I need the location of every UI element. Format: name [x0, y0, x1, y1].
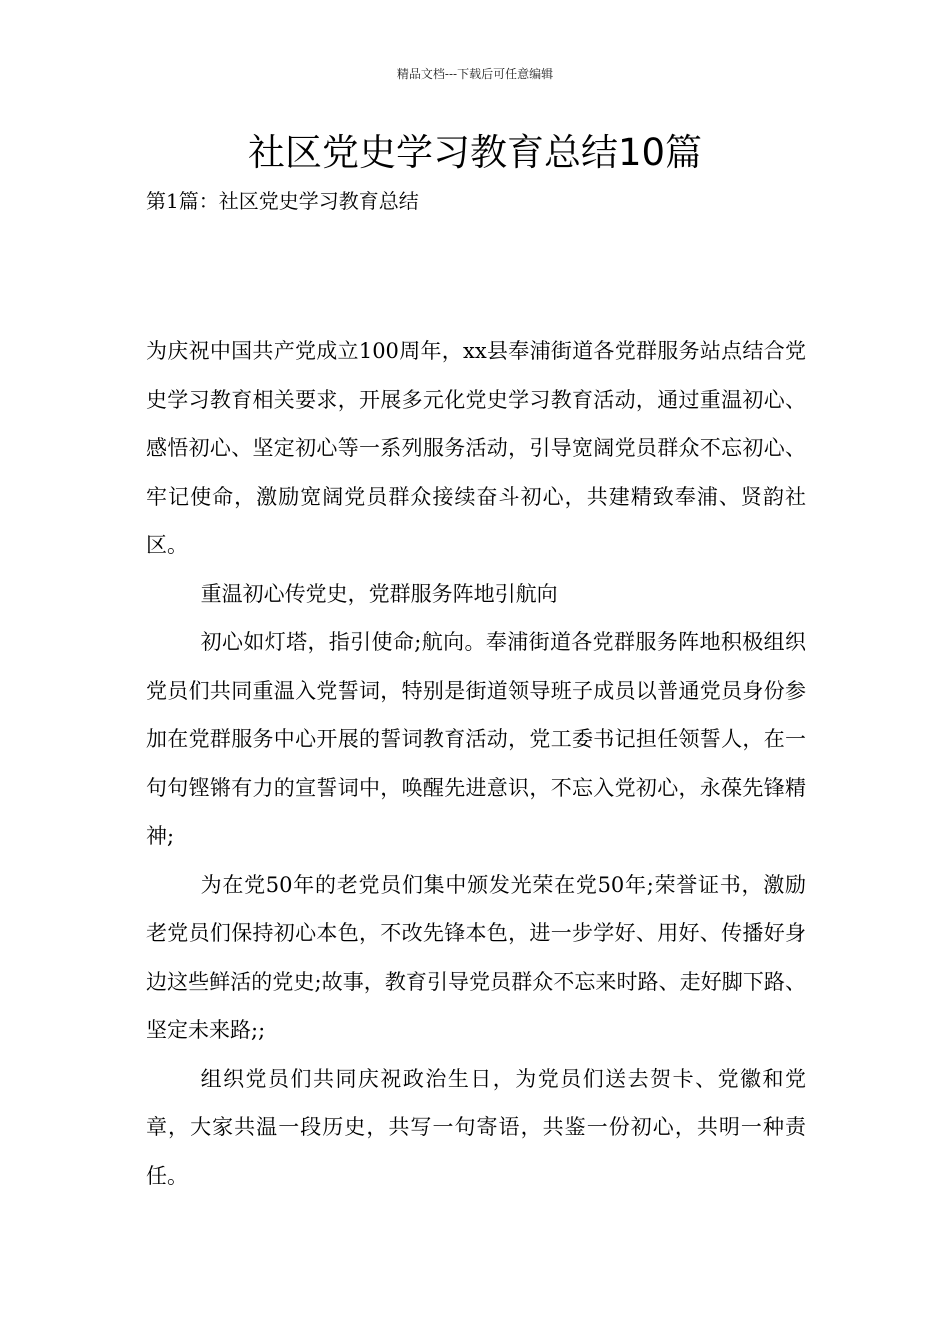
- section-subtitle: 第1篇：社区党史学习教育总结: [146, 189, 419, 213]
- paragraph: 组织党员们共同庆祝政治生日，为党员们送去贺卡、党徽和党章，大家共温一段历史，共写一句寄语，共鉴一份初心，共明一种责任。: [146, 1066, 806, 1188]
- paragraph: 为在党50年的老党员们集中颁发光荣在党50年;荣誉证书，激励老党员们保持初心本色，不改先锋本色，进一步学好、用好、传播好身边这些鲜活的党史;故事，教育引导党员群众不忘来时路、走好脚下路、坚定未来路;;: [146, 872, 806, 1042]
- paragraph-intro: 为庆祝中国共产党成立100周年，xx县奉浦街道各党群服务站点结合党史学习教育相关要求，开展多元化党史学习教育活动，通过重温初心、感悟初心、坚定初心等一系列服务活动，引导宽阔党员群众不忘初心、牢记使命，激励宽阔党员群众接续奋斗初心，共建精致奉浦、贤韵社区。: [146, 339, 806, 557]
- paragraph: 初心如灯塔，指引使命;航向。奉浦街道各党群服务阵地积极组织党员们共同重温入党誓词，特别是街道领导班子成员以普通党员身份参加在党群服务中心开展的誓词教育活动，党工委书记担任领誓人，在一句句铿锵有力的宣誓词中，唤醒先进意识，不忘入党初心，永葆先锋精神;: [146, 630, 806, 848]
- page-header: 精品文档---下载后可任意编辑: [396, 67, 554, 81]
- document-title: 社区党史学习教育总结10篇: [247, 131, 703, 174]
- section-heading: 重温初心传党史，党群服务阵地引航向: [200, 581, 558, 606]
- document-body: [146, 327, 806, 1200]
